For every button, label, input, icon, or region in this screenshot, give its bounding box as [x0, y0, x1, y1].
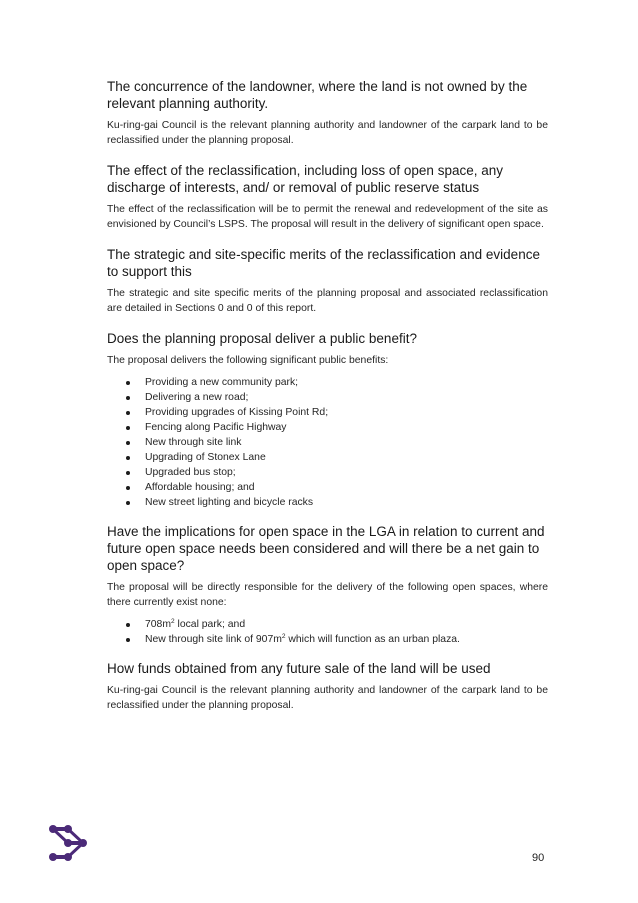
section-heading-public-benefit: Does the planning proposal deliver a public benefit? — [107, 331, 417, 346]
list-item: New through site link — [107, 435, 548, 450]
section-body-reclassification-effect: The effect of the reclassification will be to permit the renewal and redevelopment of the site as envisioned by Council’s LSPS. The proposal will result in the delivery of significant open space. — [107, 204, 548, 230]
superscript: 2 — [171, 618, 175, 625]
bullet-text: local park; and — [174, 619, 246, 630]
list-item: Delivering a new road; — [107, 390, 548, 405]
bullet-text: New through site link of 907m — [145, 634, 282, 645]
section-body-landowner-concurrence: Ku-ring-gai Council is the relevant planning authority and landowner of the carpark land to be reclassified under the planning proposal. — [107, 120, 548, 146]
logo-mark — [49, 825, 87, 861]
superscript: 2 — [281, 633, 286, 640]
bullet-text: 708m — [145, 619, 171, 630]
open-space-list — [107, 617, 548, 647]
section-heading-open-space: Have the implications for open space in the LGA in relation to current and future open space needs been considered and will there be a net gain to open space? — [107, 524, 545, 573]
list-item — [107, 617, 548, 632]
section-body-strategic-merits: The strategic and site specific merits of the planning proposal and associated reclassification are detailed in Sections 0 and 0 of this report. — [107, 288, 548, 314]
document-body — [107, 78, 548, 727]
list-item: Providing a new community park; — [107, 375, 548, 390]
brand-logo-icon — [46, 823, 90, 863]
section-heading-strategic-merits: The strategic and site-specific merits of the reclassification and evidence to support this — [107, 247, 540, 279]
section-heading-landowner-concurrence: The concurrence of the landowner, where the land is not owned by the relevant planning authority. — [107, 79, 528, 111]
bullet-text: which will function as an urban plaza. — [285, 634, 460, 645]
list-item: Upgraded bus stop; — [107, 465, 548, 480]
section-intro-public-benefit: The proposal delivers the following significant public benefits: — [107, 355, 389, 366]
section-heading-reclassification-effect: The effect of the reclassification, including loss of open space, any discharge of interests, and/ or removal of public reserve status — [107, 163, 503, 195]
list-item — [107, 632, 548, 647]
list-item: Affordable housing; and — [107, 480, 548, 495]
section-intro-open-space: The proposal will be directly responsible for the delivery of the following open spaces, where there currently exist none: — [107, 582, 548, 608]
section-body-sale-funds: Ku-ring-gai Council is the relevant planning authority and landowner of the carpark land to be reclassified under the planning proposal. — [107, 685, 548, 711]
page-number: 90 — [532, 852, 545, 864]
list-item: New street lighting and bicycle racks — [107, 495, 548, 510]
list-item: Providing upgrades of Kissing Point Rd; — [107, 405, 548, 420]
list-item: Upgrading of Stonex Lane — [107, 450, 548, 465]
list-item: Fencing along Pacific Highway — [107, 420, 548, 435]
section-heading-sale-funds: How funds obtained from any future sale of the land will be used — [107, 661, 491, 676]
public-benefit-list — [107, 375, 548, 510]
